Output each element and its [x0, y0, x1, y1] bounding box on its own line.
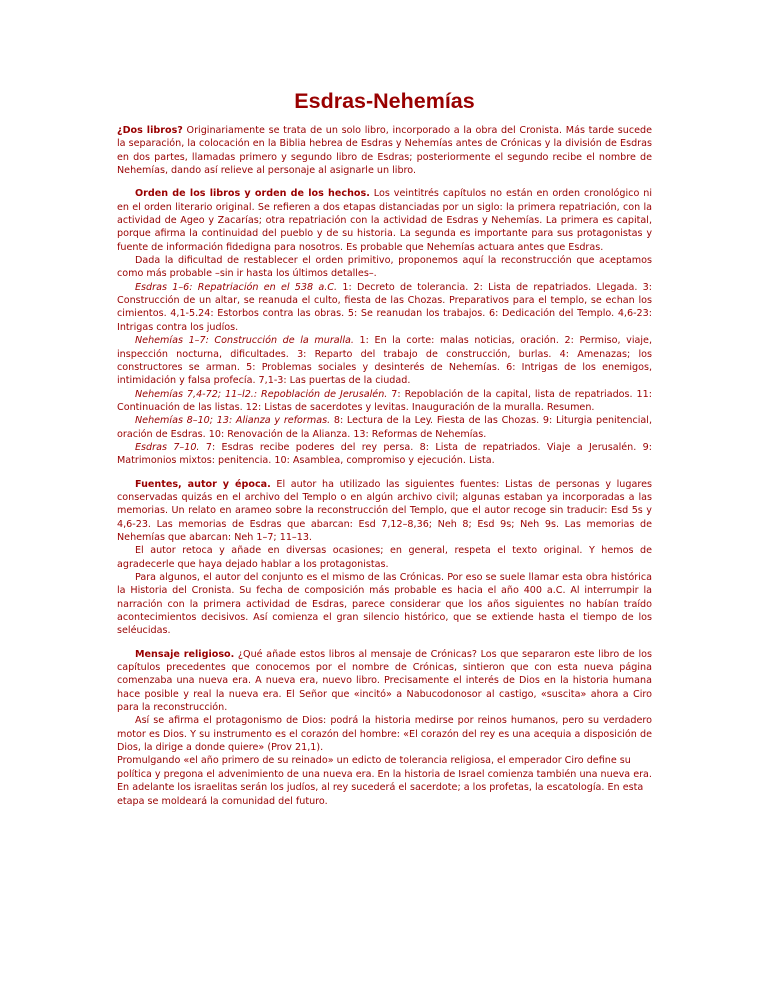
section-fuentes	[117, 478, 652, 545]
paragraph: Promulgando «el año primero de su reinado» un edicto de tolerancia religiosa, el emperador Ciro define su política y pregona el advenimiento de una nueva era. En la historia de Israel comienza también una nueva era. En adelante los israelitas serán los judíos, al rey sucederá el sacerdote; a los profetas, la escatología. En esta etapa se moldeará la comunidad del futuro.	[117, 755, 652, 807]
outline-item	[117, 441, 652, 468]
section-heading: Orden de los libros y orden de los hechos.	[135, 188, 370, 200]
section-heading: Mensaje religioso.	[135, 648, 235, 660]
outline-item-text: 8: Lectura de la Ley. Fiesta de las Chozas. 9: Liturgia penitencial, oración de Esdras. 10: Renovación de la Alianza. 13: Reformas de Nehemías.	[117, 415, 652, 440]
outline-item-label: Nehemías 1–7: Construcción de la muralla.	[135, 335, 354, 347]
paragraph: El autor retoca y añade en diversas ocasiones; en general, respeta el texto original. Y hemos de agradecerle que haya dejado hablar a los protagonistas.	[117, 545, 652, 570]
section-mensaje	[117, 648, 652, 715]
section-orden	[117, 187, 652, 254]
outline-item-text: 1: En la corte: malas noticias, oración. 2: Permiso, viaje, inspección nocturna, dificultades. 3: Reparto del trabajo de construcción, burlas. 4: Amenazas; los constructores se arman. 5: Problemas sociales y desinterés de Nehemías. 6: Intrigas de los enemigos, intimidación y falsa profecía. 7,1-3: Las puertas de la ciudad.	[117, 335, 652, 387]
document-page	[117, 88, 652, 808]
outline-item-text: 7: Esdras recibe poderes del rey persa. 8: Lista de repatriados. Viaje a Jerusalén. 9: Matrimonios mixtos: penitencia. 10: Asamblea, compromiso y ejecución. Lista.	[117, 441, 653, 467]
outline-item-text: 1: Decreto de tolerancia. 2: Lista de repatriados. Llegada. 3: Construcción de un altar, se reanuda el culto, fiesta de las Chozas. Preparativos para el templo, se echan los cimientos. 4,1-5.24: Estorbos contra las obras. 5: Se reanudan los trabajos. 6: Dedicación del Templo. 4,6-23: Intrigas contra los judíos.	[117, 281, 652, 333]
page-title: Esdras-Nehemías	[294, 89, 475, 113]
outline-item	[117, 414, 652, 441]
section-heading: ¿Dos libros?	[117, 125, 183, 136]
paragraph: Dada la dificultad de restablecer el orden primitivo, proponemos aquí la reconstrucción que aceptamos como más probable –sin ir hasta los últimos detalles–.	[117, 255, 652, 280]
section-dos-libros	[117, 124, 652, 177]
outline-item-label: Nehemías 8–10; 13: Alianza y reformas.	[135, 415, 331, 427]
paragraph-text: El autor ha utilizado las siguientes fuentes: Listas de personas y lugares conservadas quizás en el archivo del Templo o en algún archivo civil; algunas estaban ya incorporadas a las memorias. Un relato en arameo sobre la reconstrucción del Templo, que el autor recoge sin traducir: Esd 5s y 4,6-23. Las memorias de Esdras que abarcan: Esd 7,12–8,36; Neh 8; Esd 9s; Neh 9s. Las memorias de Nehemías que abarcan: Neh 1–7; 11–13.	[117, 478, 652, 543]
outline-item	[117, 388, 652, 415]
paragraph-text: Los veintitrés capítulos no están en orden cronológico ni en el orden literario original. Se refieren a dos etapas distanciadas por un siglo: la primera repatriación, con la actividad de Ageo y Zacarías; otra repatriación con la actividad de Esdras y Nehemías. La primera es capital, porque afirma la continuidad del pueblo y de su historia. La segunda es importante para sus protagonistas y fuente de información fidedigna para nosotros. Es probable que Nehemías actuara antes que Esdras.	[117, 188, 652, 253]
paragraph-text: Originariamente se trata de un solo libro, incorporado a la obra del Cronista. Más tarde sucede la separación, la colocación en la Biblia hebrea de Esdras y Nehemías antes de Crónicas y la división de Esdras en dos partes, llamadas primero y segundo libro de Esdras; posteriormente el segundo recibe el nombre de Nehemías, dando así relieve al personaje al asignarle un libro.	[117, 125, 652, 177]
outline-item-text: 7: Repoblación de la capital, lista de repatriados. 11: Continuación de las listas. 12: Listas de sacerdotes y levitas. Inauguración de la muralla. Resumen.	[117, 388, 652, 413]
outline-item-label: Nehemías 7,4-72; 11–l2.: Repoblación de Jerusalén.	[135, 388, 388, 400]
outline-item-label: Esdras 1–6: Repatriación en el 538 a.C.	[135, 281, 338, 293]
outline-item-label: Esdras 7–10.	[135, 441, 200, 453]
section-heading: Fuentes, autor y época.	[135, 478, 271, 490]
outline-item	[117, 334, 652, 387]
outline-item	[117, 281, 652, 334]
paragraph-text: ¿Qué añade estos libros al mensaje de Crónicas? Los que separaron este libro de los capítulos precedentes que conocemos por el nombre de Crónicas, sintieron que con esta nueva página comenzaba una nueva era. A nueva era, nuevo libro. Precisamente el interés de Dios en la historia humana hace posible y real la nueva era. El Señor que «incitó» a Nabucodonosor al castigo, «suscita» ahora a Ciro para la reconstrucción.	[117, 648, 652, 714]
paragraph: Así se afirma el protagonismo de Dios: podrá la historia medirse por reinos humanos, pero su verdadero motor es Dios. Y su instrumento es el corazón del hombre: «El corazón del rey es una acequia a disposición de Dios, la dirige a donde quiere» (Prov 21,1).	[117, 715, 652, 754]
paragraph: Para algunos, el autor del conjunto es el mismo de las Crónicas. Por eso se suele llamar esta obra histórica la Historia del Cronista. Su fecha de composición más probable es hacia el año 400 a.C. Al interrumpir la narración con la primera actividad de Esdras, parece considerar que los años siguientes no habían traído acontecimientos decisivos. Así comienza el gran silencio histórico, que se extiende hasta el tiempo de los seléucidas.	[117, 572, 652, 637]
